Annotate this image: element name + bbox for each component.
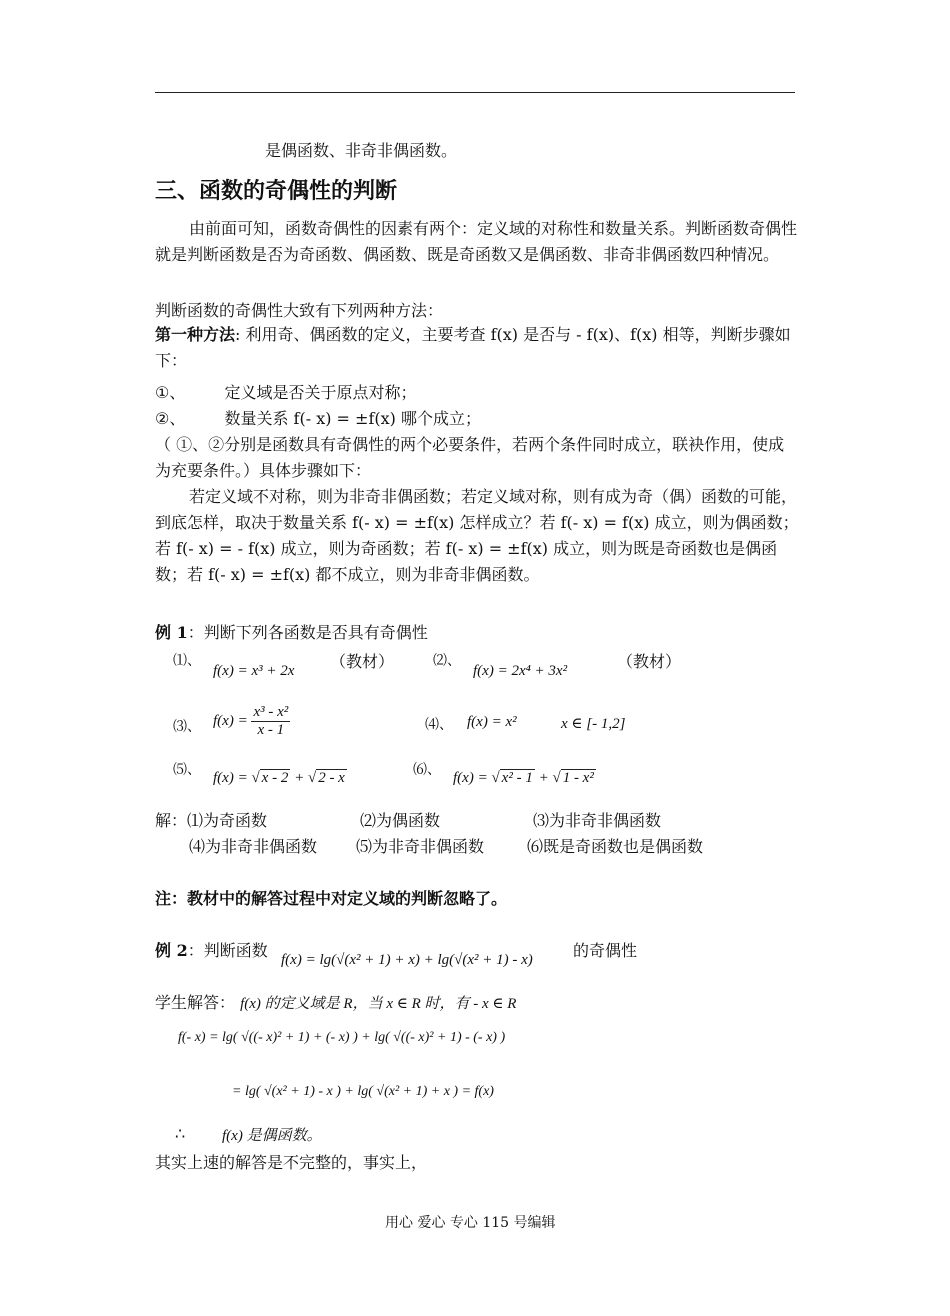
therefore-symbol: ∴ <box>175 1124 186 1143</box>
item-3-lhs: f(x) = <box>213 712 248 729</box>
example-one-heading <box>155 620 428 643</box>
step-two-number: ②、 <box>155 409 186 428</box>
item-6-formula: f(x) = √ x² - 1 + √ 1 - x² <box>453 770 594 786</box>
example-two-formula: f(x) = lg(√(x² + 1) + x) + lg(√(x² + 1) - x) <box>281 952 533 968</box>
item-3-number: ⑶、 <box>173 719 201 735</box>
item-4-number: ⑷、 <box>425 717 453 733</box>
step-one <box>155 380 416 403</box>
item-6-lhs: f(x) = <box>453 770 488 786</box>
item-3-formula <box>213 704 290 739</box>
item-5-formula: f(x) = √ x - 2 + √ 2 - x <box>213 770 345 786</box>
item-1-source: （教材） <box>330 652 395 671</box>
note-conditions: （ ①、②分别是函数具有奇偶性的两个必要条件，若两个条件同时成立，联袂作用，使成为充要条件。）具体步骤如下： <box>155 435 785 480</box>
item-5-radical-2: 2 - x <box>318 770 345 786</box>
conclusion-text: f(x) 是偶函数。 <box>222 1128 322 1144</box>
method-one-label: 第一种方法 <box>155 325 236 344</box>
solution-3: ⑶为非奇非偶函数 <box>533 811 662 830</box>
example-one-label: 例 1 <box>155 623 188 642</box>
page-footer: 用心 爱心 专心 115 号编辑 <box>385 1215 556 1231</box>
student-answer-math: f(x) 的定义域是 R，当 x ∈ R 时，有 - x ∈ R <box>240 996 517 1012</box>
solution-2: ⑵为偶函数 <box>360 811 441 830</box>
section-heading: 三、函数的奇偶性的判断 <box>155 178 398 204</box>
item-6-radical-2: 1 - x² <box>562 770 594 786</box>
example-one-text: ：判断下列各函数是否具有奇偶性 <box>187 623 428 642</box>
item-5-number: ⑸、 <box>173 762 201 778</box>
item-1-formula: f(x) = x³ + 2x <box>213 663 295 679</box>
derivation-line-2: = lg( √(x² + 1) - x ) + lg( √(x² + 1) + x ) = f(x) <box>232 1084 494 1099</box>
example-two-tail: 的奇偶性 <box>573 941 638 960</box>
student-answer-label: 学生解答： <box>155 993 236 1012</box>
method-one <box>155 322 800 374</box>
solution-4: ⑷为非奇非偶函数 <box>189 837 318 856</box>
paragraph-steps: 若定义域不对称，则为非奇非偶函数；若定义域对称，则有成为奇（偶）函数的可能，到底怎样，取决于数量关系 f(- x) = ±f(x) 怎样成立？若 f(- x) = f(x) 成立，则为偶函数；若 f(- x) = - f(x) 成立，则为奇函数；若 f(- x) = ±f(x) 成立，则为既是奇函数也是偶函数；若 f(- x) = ±f(x) 都不成立，则为非奇非偶函数。 <box>155 487 799 584</box>
item-1-number: ⑴、 <box>173 653 201 669</box>
item-3-numerator: x³ - x² <box>253 704 289 720</box>
item-5-radical-1: x - 2 <box>261 770 289 786</box>
note-omission: 注：教材中的解答过程中对定义域的判断忽略了。 <box>155 889 508 908</box>
example-two-heading <box>155 938 268 961</box>
item-2-formula: f(x) = 2x⁴ + 3x² <box>473 663 568 679</box>
item-4-formula: f(x) = x² <box>467 714 517 730</box>
step-one-text: 定义域是否关于原点对称； <box>224 383 417 402</box>
step-one-number: ①、 <box>155 383 186 402</box>
header-rule <box>155 92 795 93</box>
solution-5: ⑸为非奇非偶函数 <box>356 837 485 856</box>
step-two-text: 数量关系 f(- x) = ±f(x) 哪个成立； <box>224 409 481 428</box>
item-2-number: ⑵、 <box>433 653 461 669</box>
item-3-denominator: x - 1 <box>257 722 285 738</box>
example-two-label: 例 2 <box>155 941 188 960</box>
item-6-radical-1: x² - 1 <box>501 770 533 786</box>
item-6-number: ⑹、 <box>413 762 441 778</box>
item-2-source: （教材） <box>617 652 682 671</box>
derivation-line-1: f(- x) = lg( √((- x)² + 1) + (- x) ) + lg( √((- x)² + 1) - (- x) ) <box>178 1030 506 1045</box>
closing-line: 其实上速的解答是不完整的，事实上， <box>155 1153 428 1172</box>
paragraph-intro: 由前面可知，函数奇偶性的因素有两个：定义域的对称性和数量关系。判断函数奇偶性就是判断函数是否为奇函数、偶函数、既是奇函数又是偶函数、非奇非偶函数四种情况。 <box>155 219 798 264</box>
student-answer <box>155 990 516 1013</box>
item-5-lhs: f(x) = <box>213 770 248 786</box>
item-6-plus: + <box>538 770 549 786</box>
solution-1: 解：⑴为奇函数 <box>155 811 268 830</box>
item-4-domain: x ∈ [- 1,2] <box>561 716 626 732</box>
method-one-text: : 利用奇、偶函数的定义，主要考查 f(x) 是否与 - f(x)、f(x) 相等，判断步骤如下： <box>155 325 791 370</box>
paragraph-methods: 判断函数的奇偶性大致有下列两种方法： <box>155 301 444 320</box>
continued-line: 是偶函数、非奇非偶函数。 <box>265 141 458 160</box>
step-two <box>155 406 481 429</box>
solution-6: ⑹既是奇函数也是偶函数 <box>527 837 704 856</box>
example-two-text: ：判断函数 <box>187 941 268 960</box>
item-3-fraction <box>251 704 290 739</box>
item-5-plus: + <box>294 770 305 786</box>
